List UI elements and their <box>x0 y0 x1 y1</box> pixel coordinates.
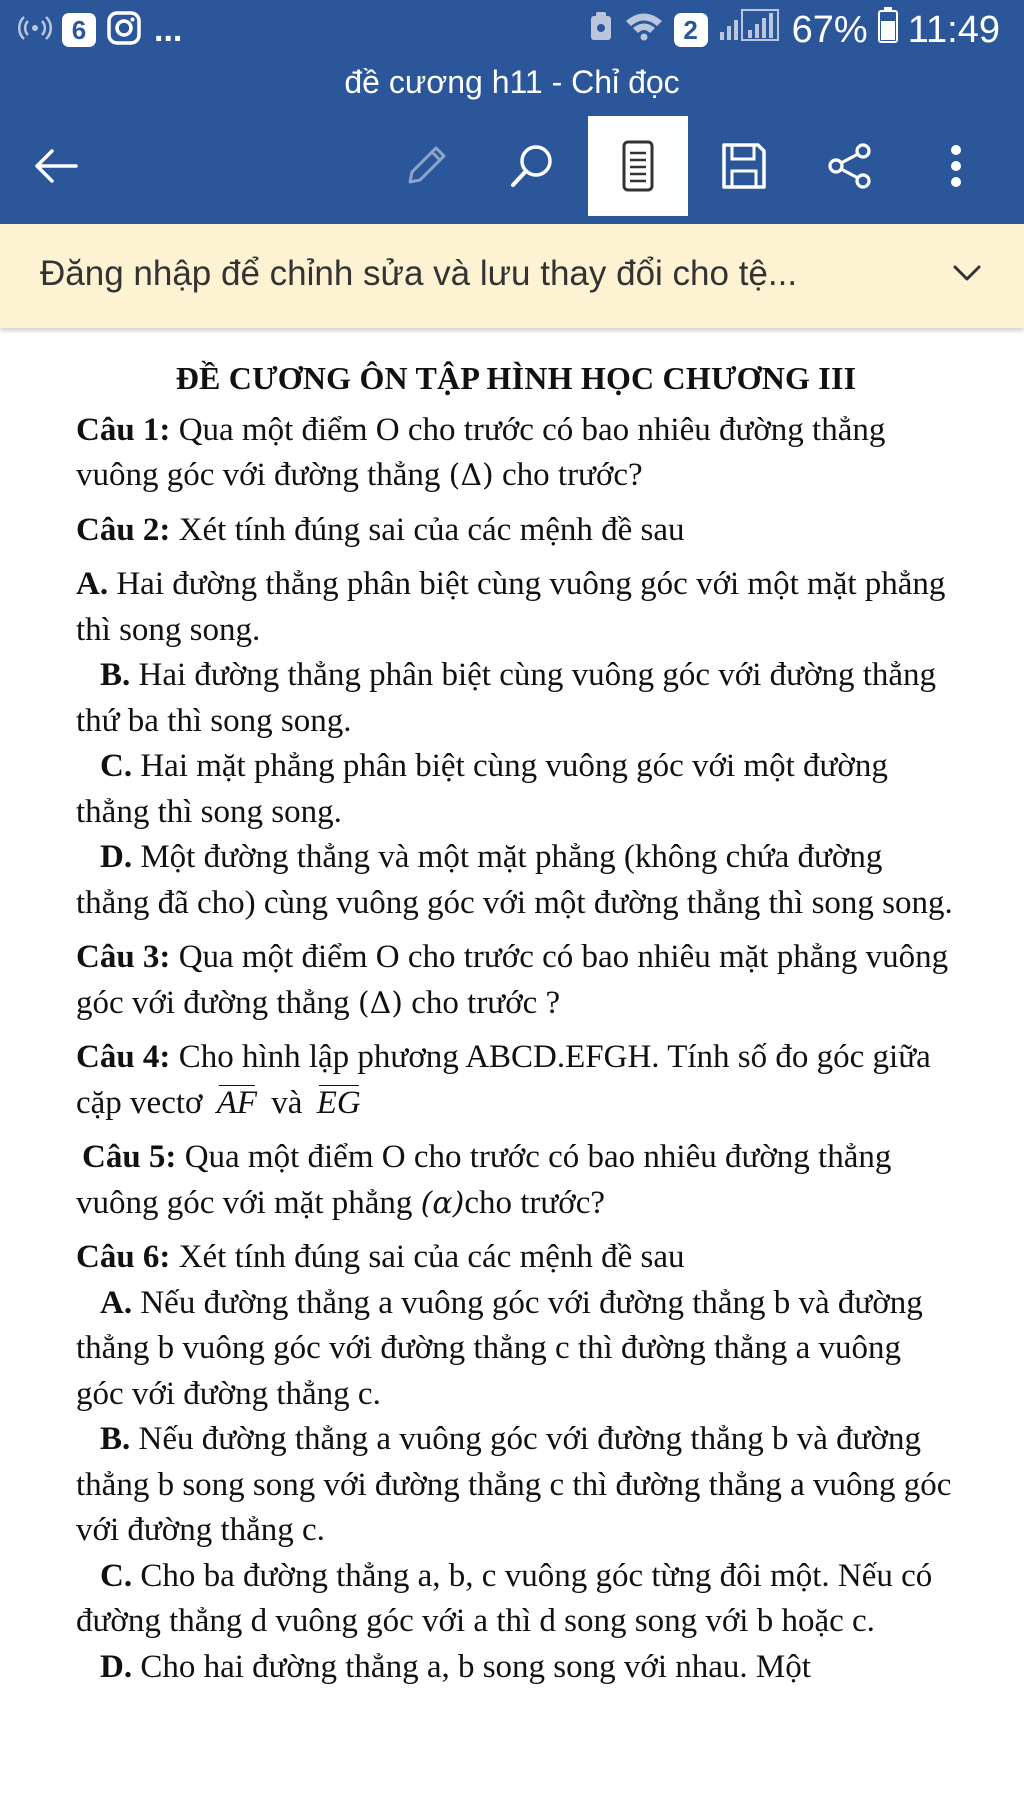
clock: 11:49 <box>907 8 1000 51</box>
back-button[interactable] <box>6 116 106 216</box>
option-a: A. Nếu đường thẳng a vuông góc với đường thẳng b và đường thẳng b vuông góc với đường thẳng c thì đường thẳng a vuông góc với đường thẳng c. <box>76 1284 923 1412</box>
question-6: Câu 6: Xét tính đúng sai của các mệnh đề sau <box>76 1239 685 1275</box>
more-notifications: ... <box>154 10 183 49</box>
battery-percent: 67% <box>791 8 868 51</box>
chevron-down-icon <box>950 256 984 290</box>
page-title: ĐỀ CƯƠNG ÔN TẬP HÌNH HỌC CHƯƠNG III <box>175 360 857 396</box>
banner-expand-button[interactable] <box>950 256 984 295</box>
question-1: Câu 1: Qua một điểm O cho trước có bao nhiêu đường thẳng vuông góc với đường thẳng (Δ) cho trước? <box>76 411 886 493</box>
share-button[interactable] <box>800 116 900 216</box>
save-button[interactable] <box>694 116 794 216</box>
search-button[interactable] <box>482 116 582 216</box>
pencil-icon <box>402 142 450 190</box>
sign-in-banner[interactable] <box>0 224 1024 328</box>
save-icon <box>720 141 768 191</box>
more-options-button[interactable] <box>906 116 1006 216</box>
notification-badge: 6 <box>62 13 96 47</box>
option-c: C. Cho ba đường thẳng a, b, c vuông góc từng đôi một. Nếu có đường thẳng d vuông góc với a thì d song song với b hoặc c. <box>76 1557 933 1639</box>
question-label: Câu 3: <box>76 939 171 975</box>
vector-af: AF <box>217 1081 257 1127</box>
battery-icon <box>878 7 898 53</box>
document-body <box>76 356 956 1690</box>
edit-button[interactable] <box>376 116 476 216</box>
question-3: Câu 3: Qua một điểm O cho trước có bao nhiêu mặt phẳng vuông góc với đường thẳng (Δ) cho trước ? <box>76 939 949 1021</box>
question-label: Câu 4: <box>76 1039 171 1075</box>
option-a: A. Hai đường thẳng phân biệt cùng vuông góc với một mặt phẳng thì song song. <box>76 566 946 648</box>
search-icon <box>508 142 556 190</box>
reading-view-button[interactable] <box>588 116 688 216</box>
app-bar <box>0 0 1024 224</box>
question-5: Câu 5: Qua một điểm O cho trước có bao nhiêu đường thẳng vuông góc với mặt phẳng (α)cho trước? <box>76 1139 892 1221</box>
option-b: B. Nếu đường thẳng a vuông góc với đường thẳng b và đường thẳng b song song với đường thẳng c thì đường thẳng a vuông góc với đường thẳng c. <box>76 1421 952 1548</box>
question-label: Câu 6: <box>76 1239 171 1275</box>
recycle-icon <box>588 9 614 52</box>
share-icon <box>826 142 874 190</box>
more-vert-icon <box>948 142 964 190</box>
question-label: Câu 5: <box>82 1139 177 1175</box>
question-4: Câu 4: Cho hình lập phương ABCD.EFGH. Tính số đo góc giữa cặp vectơ AF và EG <box>76 1035 956 1126</box>
instagram-icon <box>106 10 142 51</box>
vector-eg: EG <box>317 1081 361 1127</box>
document-title: đề cương h11 - Chỉ đọc <box>344 64 680 100</box>
question-label: Câu 1: <box>76 411 171 448</box>
question-2: Câu 2: Xét tính đúng sai của các mệnh đề sau <box>76 511 685 548</box>
option-b: B. Hai đường thẳng phân biệt cùng vuông góc với đường thẳng thứ ba thì song song. <box>76 657 937 739</box>
banner-text: Đăng nhập để chỉnh sửa và lưu thay đổi cho tệ... <box>40 254 798 293</box>
sim-badge: 2 <box>674 13 708 47</box>
question-label: Câu 2: <box>76 511 171 548</box>
status-bar <box>0 0 1024 62</box>
wifi-icon <box>624 9 664 52</box>
hotspot-icon <box>18 13 52 48</box>
signal-icon <box>718 8 782 52</box>
option-d: D. Một đường thẳng và một mặt phẳng (không chứa đường thẳng đã cho) cùng vuông góc với một đường thẳng thì song song. <box>76 839 953 921</box>
option-c: C. Hai mặt phẳng phân biệt cùng vuông góc với một đường thẳng thì song song. <box>76 748 888 830</box>
back-arrow-icon <box>32 146 80 186</box>
toolbar <box>0 116 1024 216</box>
option-d: D. Cho hai đường thẳng a, b song song với nhau. Một <box>100 1648 811 1685</box>
reading-view-icon <box>618 139 658 193</box>
